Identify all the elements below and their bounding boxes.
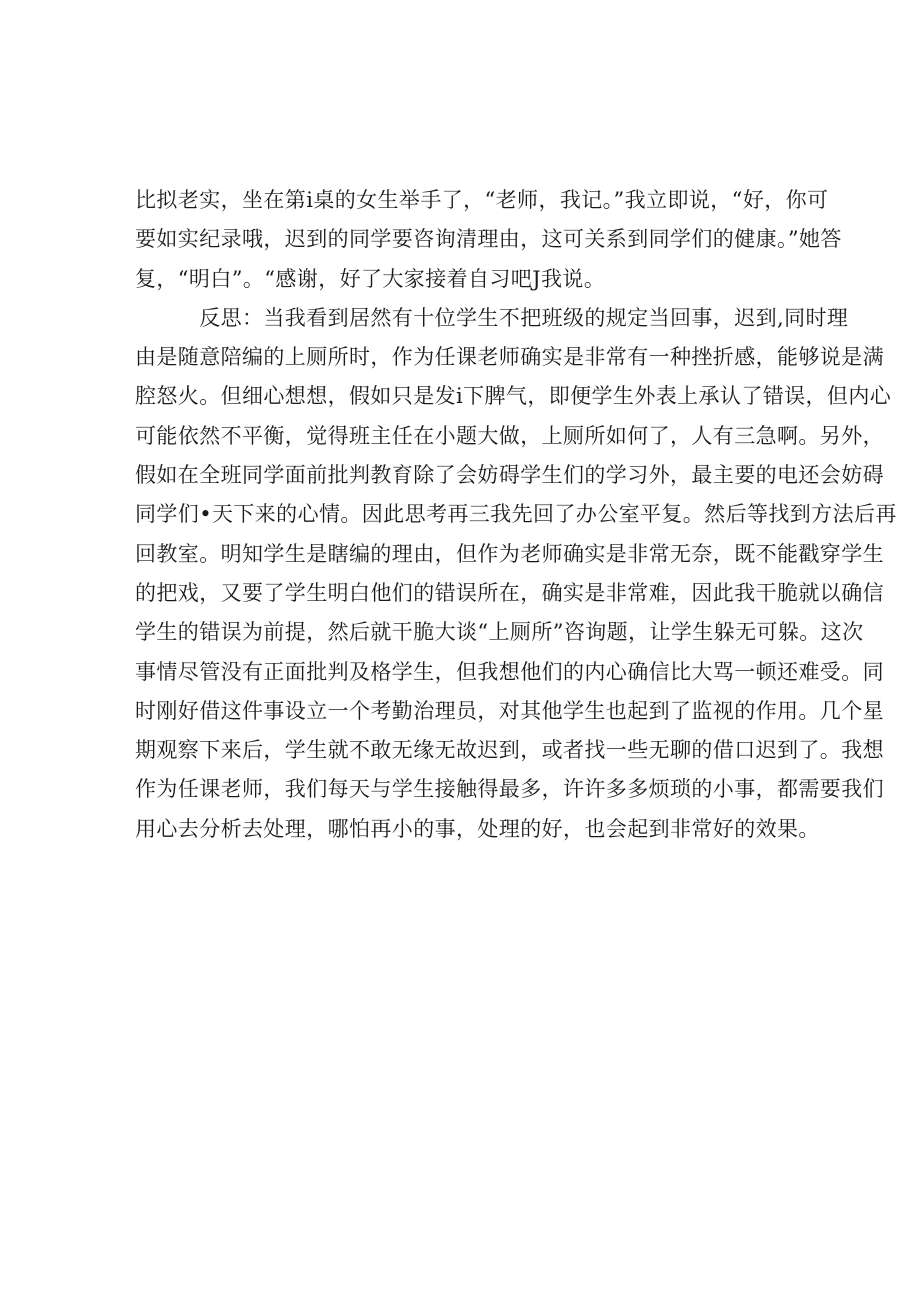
text-line: 回教室。明知学生是瞎编的理由，但作为老师确实是非常无奈，既不能戳穿学生 — [135, 541, 884, 566]
text-line: 比拟老实，坐在第i桌的女生举手了，“老师，我记。”我立即说，“好，你可 — [135, 188, 829, 212]
text-line: 期观察下来后，学生就不敢无缘无故迟到，或者找一些无聊的借口迟到了。我想 — [135, 738, 884, 763]
text-line: 学生的错误为前提，然后就干脆大谈“上厕所”咨询题，让学生躲无可躲。这次 — [135, 620, 864, 645]
text-line: 假如在全班同学面前批判教育除了会妨碍学生们的学习外，最主要的电还会妨碍 — [135, 463, 884, 488]
text-line: 可能依然不平衡，觉得班主任在小题大做，上厕所如何了，人有三急啊。另外， — [135, 423, 884, 448]
text-line: 作为任课老师，我们每天与学生接触得最多，许许多多烦琐的小事，都需要我们 — [135, 777, 884, 802]
text-line: 要如实纪录哦，迟到的同学要咨询清理由，这可关系到同学们的健康。”她答 — [135, 227, 842, 252]
text-line: 腔怒火。但细心想想，假如只是发i下脾气，即便学生外表上承认了错误，但内心 — [135, 384, 892, 409]
text-line: 用心去分析去处理，哪怕再小的事，处理的好，也会起到非常好的效果。 — [135, 816, 820, 841]
text-line: 复，“明白”。“感谢，好了大家接着自习吧J我说。 — [135, 266, 606, 291]
text-line: 事情尽管没有正面批判及格学生，但我想他们的内心确信比大骂一顿还难受。同 — [135, 659, 884, 684]
paragraph-1 — [135, 181, 842, 299]
paragraph-2 — [135, 299, 897, 849]
text-line: 时刚好借这件事设立一个考勤治理员，对其他学生也起到了监视的作用。几个星 — [135, 698, 884, 723]
text-line: 的把戏，又要了学生明白他们的错误所在，确实是非常难，因此我干脆就以确信 — [135, 580, 884, 605]
text-line: 同学们•天下来的心情。因此思考再三我先回了办公室平复。然后等找到方法后再 — [135, 502, 897, 527]
text-line: 反思：当我看到居然有十位学生不把班级的规定当回事，迟到,同时理 — [135, 305, 849, 330]
text-line: 由是随意陪编的上厕所时，作为任课老师确实是非常有一种挫折感，能够说是满 — [135, 345, 884, 370]
body-text — [135, 181, 897, 849]
